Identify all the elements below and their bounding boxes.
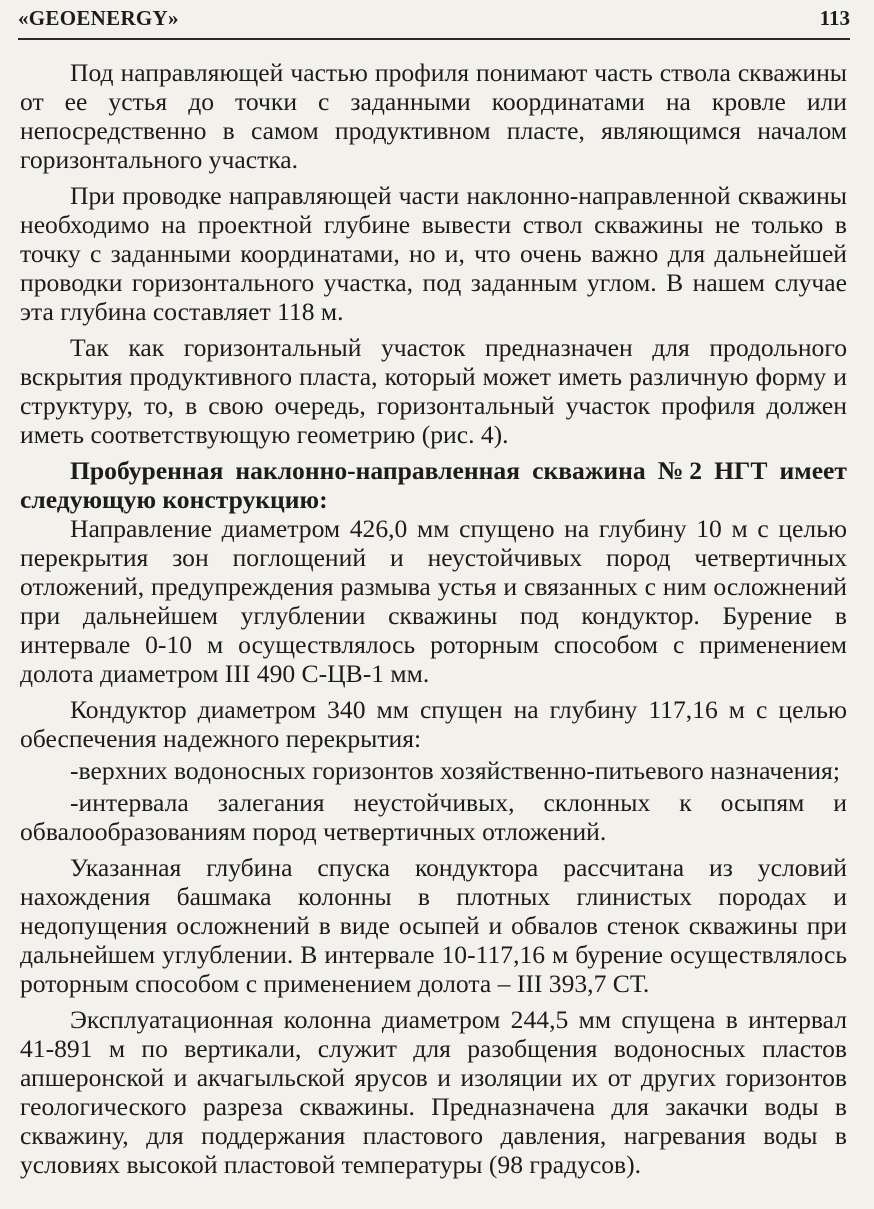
paragraph-production-casing: Эксплуатационная колонна диаметром 244,5 мм спущена в интервал 41-891 м по вертикали, служит для разобщения водоносных пластов апшеронской и акчагыльской ярусов и изоляции их от других горизонтов геологического разреза скважины. Предназначена для закачки воды в скважину, для поддержания пластового давления, нагревания воды в условиях высокой пластовой температуры (98 градусов). [20,1005,847,1179]
journal-title: «GEOENERGY» [18,6,179,30]
list-item-unstable-rocks: -интервала залегания неустойчивых, склонных к осыпям и обвалообразованиям пород четвертичных отложений. [20,788,847,846]
running-header [18,2,850,40]
paragraph-surface-casing: Кондуктор диаметром 340 мм спущен на глубину 117,16 м с целью обеспечения надежного перекрытия: [20,695,847,753]
paragraph-conductor-pipe: Направление диаметром 426,0 мм спущено на глубину 10 м с целью перекрытия зон поглощений и неустойчивых пород четвертичных отложений, предупреждения размыва устья и связанных с ним осложнений при дальнейшем углублении скважины под кондуктор. Бурение в интервале 0-10 м осуществлялось роторным способом с применением долота диаметром III 490 С-ЦВ-1 мм. [20,514,847,688]
list-item-aquifers: -верхних водоносных горизонтов хозяйственно-питьевого назначения; [70,756,840,785]
paragraph-casing-depth: Указанная глубина спуска кондуктора рассчитана из условий нахождения башмака колонны в плотных глинистых породах и недопущения осложнений в виде осыпей и обвалов стенок скважины при дальнейшем углублении. В интервале 10-117,16 м бурение осуществлялось роторным способом с применением долота – III 393,7 СТ. [20,853,847,998]
paragraph-guide-section-drilling: При проводке направляющей части наклонно-направленной скважины необходимо на проектной глубине вывести ствол скважины не только в точку с заданными координатами, но и, что очень важно для дальнейшей проводки горизонтального участка, под заданным углом. В нашем случае эта глубина составляет 118 м. [20,181,847,326]
section-heading-well-design: Пробуренная наклонно-направленная скважина №2 НГТ имеет следующую конструкцию: [20,456,847,514]
page-number: 113 [819,6,850,30]
paragraph-guide-section-definition: Под направляющей частью профиля понимают часть ствола скважины от ее устья до точки с заданными координатами на кровле или непосредственно в самом продуктивном пласте, являющимся началом горизонтального участка. [20,58,847,174]
paragraph-horizontal-section: Так как горизонтальный участок предназначен для продольного вскрытия продуктивного пласта, который может иметь различную форму и структуру, то, в свою очередь, горизонтальный участок профиля должен иметь соответствующую геометрию (рис. 4). [20,333,847,449]
article-body [20,58,847,1186]
